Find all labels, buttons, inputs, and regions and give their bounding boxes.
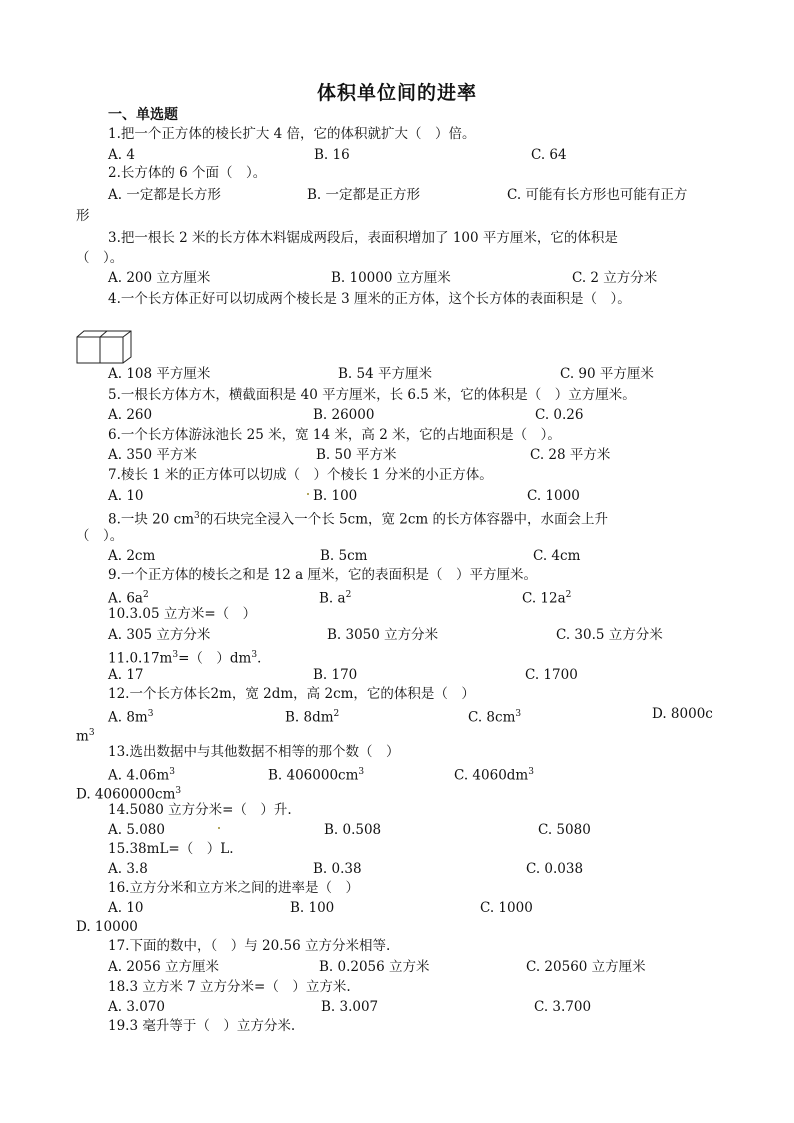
q10-option-b[interactable]: B. 3050 立方分米 — [327, 627, 439, 643]
question-13: 13.选出数据中与其他数据不相等的那个数（ ） — [108, 744, 400, 760]
q6-option-a[interactable]: A. 350 平方米 — [108, 447, 197, 463]
q13-option-b[interactable]: B. $406000cm^3$ — [268, 767, 365, 784]
q2-option-a[interactable]: A. 一定都是长方形 — [108, 187, 221, 203]
q9-option-b[interactable]: B. $a^2$ — [319, 590, 352, 607]
q1-option-b[interactable]: B. 16 — [314, 147, 350, 163]
question-6: 6.一个长方体游泳池长 25 米，宽 14 米，高 2 米，它的占地面积是（ ）。 — [108, 427, 561, 443]
q1-option-a[interactable]: A. 4 — [108, 147, 135, 163]
q17-option-a[interactable]: A. 2056 立方厘米 — [108, 959, 219, 975]
q18-option-a[interactable]: A. 3.070 — [108, 999, 165, 1015]
q16-option-b[interactable]: B. 100 — [290, 900, 335, 916]
question-4: 4.一个长方体正好可以切成两个棱长是 3 厘米的正方体，这个长方体的表面积是（ ）。 — [108, 291, 631, 307]
q3-option-c[interactable]: C. 2 立方分米 — [572, 270, 658, 286]
question-18: 18.3 立方米 7 立方分米=（ ）立方米. — [108, 979, 351, 995]
q7-option-a[interactable]: A. 10 — [108, 488, 144, 504]
q12-option-b[interactable]: B. $8dm^2$ — [285, 709, 340, 726]
q1-option-c[interactable]: C. 64 — [531, 147, 567, 163]
q3-option-b[interactable]: B. 10000 立方厘米 — [331, 270, 451, 286]
q11-option-b[interactable]: B. 170 — [313, 667, 358, 683]
q15-option-b[interactable]: B. 0.38 — [313, 861, 362, 877]
question-19: 19.3 毫升等于（ ）立方分米. — [108, 1018, 296, 1034]
question-10: 10.3.05 立方米=（ ） — [108, 606, 257, 622]
question-11: $11.0.17m^3=$（ ）$dm^3$． — [108, 650, 271, 667]
q2-option-c-continuation: 形 — [76, 208, 90, 224]
question-8: 8.一块 20 $cm^3$的石块完全浸入一个长 5cm，宽 2cm 的长方体容器中，水面会上升 — [108, 511, 609, 528]
question-1: 1.把一个正方体的棱长扩大 4 倍，它的体积就扩大（ ）倍。 — [108, 126, 476, 142]
q5-option-c[interactable]: C. 0.26 — [535, 407, 584, 423]
question-15: 15.38mL=（ ）L. — [108, 841, 234, 857]
q13-option-d[interactable]: D. $4060000cm^3$ — [76, 786, 182, 803]
page-title: 体积单位间的进率 — [316, 82, 477, 104]
q8-option-c[interactable]: C. 4cm — [533, 548, 581, 564]
q13-option-c[interactable]: C. $4060dm^3$ — [454, 767, 534, 784]
q9-option-c[interactable]: C. $12a^2$ — [522, 590, 572, 607]
q12-option-d-continuation: $m^3$ — [76, 728, 95, 745]
q12-option-d[interactable]: D. 8000c — [652, 706, 713, 722]
q8-option-a[interactable]: A. 2cm — [108, 548, 156, 564]
question-17: 17.下面的数中，（ ）与 20.56 立方分米相等. — [108, 938, 391, 954]
question-14: 14.5080 立方分米=（ ）升. — [108, 802, 292, 818]
q10-option-c[interactable]: C. 30.5 立方分米 — [556, 627, 663, 643]
q4-option-c[interactable]: C. 90 平方厘米 — [560, 366, 654, 382]
stray-dot — [307, 493, 309, 495]
q17-option-c[interactable]: C. 20560 立方厘米 — [526, 959, 646, 975]
q7-option-b[interactable]: B. 100 — [313, 488, 358, 504]
question-7: 7.棱长 1 米的正方体可以切成（ ）个棱长 1 分米的小正方体。 — [108, 467, 493, 483]
question-12: 12.一个长方体长2m，宽 2dm，高 2cm，它的体积是（ ） — [108, 686, 475, 702]
q16-option-d[interactable]: D. 10000 — [76, 919, 138, 935]
q2-option-c[interactable]: C. 可能有长方形也可能有正方 — [507, 187, 688, 203]
q14-option-a[interactable]: A. 5.080 — [108, 822, 165, 838]
q12-option-c[interactable]: C. $8cm^3$ — [468, 709, 522, 726]
question-9: 9.一个正方体的棱长之和是 12 a 厘米，它的表面积是（ ）平方厘米。 — [108, 567, 537, 583]
q14-option-b[interactable]: B. 0.508 — [324, 822, 382, 838]
q4-option-b[interactable]: B. 54 平方厘米 — [338, 366, 432, 382]
question-3-continuation: （ ）。 — [76, 250, 124, 266]
q5-option-b[interactable]: B. 26000 — [313, 407, 375, 423]
q2-option-b[interactable]: B. 一定都是正方形 — [307, 187, 421, 203]
section-heading: 一、单选题 — [108, 107, 178, 123]
question-8-continuation: （ ）。 — [76, 528, 124, 544]
q13-option-a[interactable]: A. $4.06m^3$ — [108, 767, 175, 784]
cuboid-figure — [76, 330, 132, 364]
stray-dot — [218, 827, 220, 829]
q6-option-c[interactable]: C. 28 平方米 — [530, 447, 611, 463]
question-16: 16.立方分米和立方米之间的进率是（ ） — [108, 880, 359, 896]
q16-option-a[interactable]: A. 10 — [108, 900, 144, 916]
q9-option-a[interactable]: A. $6a^2$ — [108, 590, 149, 607]
q11-option-a[interactable]: A. 17 — [108, 667, 144, 683]
question-2: 2.长方体的 6 个面（ ）。 — [108, 165, 267, 181]
q11-option-c[interactable]: C. 1700 — [525, 667, 578, 683]
q8-option-b[interactable]: B. 5cm — [320, 548, 368, 564]
q18-option-c[interactable]: C. 3.700 — [534, 999, 592, 1015]
question-5: 5.一根长方体方木，横截面积是 40 平方厘米，长 6.5 米，它的体积是（ ）立方厘米。 — [108, 387, 636, 403]
q14-option-c[interactable]: C. 5080 — [538, 822, 591, 838]
question-3: 3.把一根长 2 米的长方体木料锯成两段后，表面积增加了 100 平方厘米，它的体积是 — [108, 230, 618, 246]
q17-option-b[interactable]: B. 0.2056 立方米 — [319, 959, 430, 975]
q12-option-a[interactable]: A. $8m^3$ — [108, 709, 154, 726]
q16-option-c[interactable]: C. 1000 — [480, 900, 533, 916]
q5-option-a[interactable]: A. 260 — [108, 407, 153, 423]
q3-option-a[interactable]: A. 200 立方厘米 — [108, 270, 211, 286]
q10-option-a[interactable]: A. 305 立方分米 — [108, 627, 211, 643]
q18-option-b[interactable]: B. 3.007 — [321, 999, 379, 1015]
q6-option-b[interactable]: B. 50 平方米 — [316, 447, 397, 463]
q7-option-c[interactable]: C. 1000 — [527, 488, 580, 504]
q4-option-a[interactable]: A. 108 平方厘米 — [108, 366, 211, 382]
q15-option-c[interactable]: C. 0.038 — [526, 861, 584, 877]
q15-option-a[interactable]: A. 3.8 — [108, 861, 148, 877]
